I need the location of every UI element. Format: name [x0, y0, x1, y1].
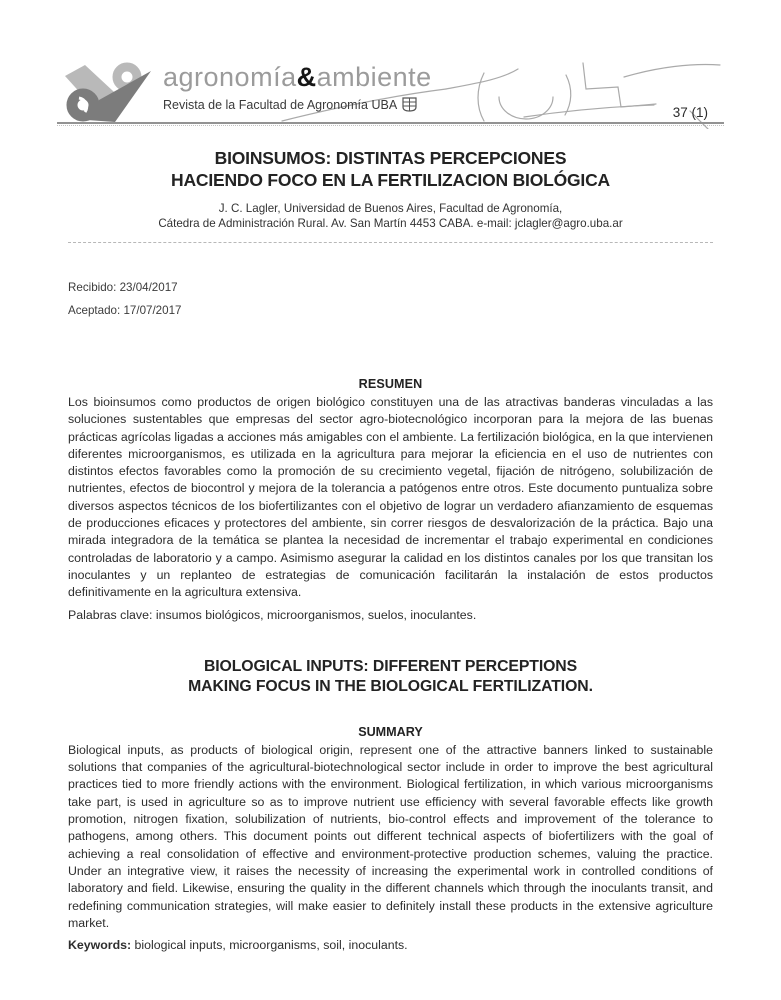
- keywords-text: biological inputs, microorganisms, soil, inoculants.: [134, 938, 408, 953]
- author-divider: [68, 242, 713, 243]
- header-rule: [57, 122, 724, 126]
- article-title-en-line2: MAKING FOCUS IN THE BIOLOGICAL FERTILIZATION.: [188, 678, 593, 696]
- article-title-es-line1: BIOINSUMOS: DISTINTAS PERCEPCIONES: [214, 148, 567, 168]
- journal-name: [163, 63, 432, 91]
- journal-header: [57, 63, 724, 125]
- keywords-label: Keywords:: [68, 938, 132, 953]
- journal-logo-block: [163, 63, 432, 112]
- journal-subtitle: [163, 97, 432, 112]
- journal-logo-icon: [57, 61, 153, 125]
- accepted-label: Aceptado:: [68, 304, 121, 317]
- article-title-en: [68, 657, 713, 698]
- keywords-line: [68, 937, 713, 954]
- article-body: [68, 138, 713, 954]
- palabras-clave-text: insumos biológicos, microorganismos, suelos, inoculantes.: [155, 607, 477, 622]
- summary-heading: SUMMARY: [358, 724, 423, 739]
- palabras-clave-line: [68, 607, 713, 624]
- journal-subtitle-text: Revista de la Facultad de Agronomía UBA: [163, 97, 398, 112]
- resumen-text: Los bioinsumos como productos de origen biológico constituyen una de las atractivas banderas vinculadas a las soluciones sustentables que empresas del sector agro-biotecnológico incorporan para la mejora de las buenas prácticas agrícolas ligadas a acciones más amigables con el ambiente. La fertilización biológica, en la que intervienen diferentes microorganismos, es utilizada en la agricultura para mejorar la eficiencia en el uso de nutrientes con distintos efectos favorables como la promoción de su crecimiento vegetal, fijación de nitrógeno, solubilización de nutrientes, efectos de biocontrol y mejora de la tolerancia a patógenos entre otros. Este documento puntualiza sobre diversos aspectos técnicos de los biofertilizantes con el objetivo de lograr un verdadero afianzamiento de esquemas de producciones eficaces y protectores del ambiente, sin correr riesgos de desvalorización de la práctica. Bajo una mirada integradora de la temática se plantea la necesidad de incrementar el trabajo experimental en condiciones controladas de laboratorio y a campo. Asimismo asegurar la calidad en los distintos canales por los que transitan los inoculantes y un replanteo de estrategias de comunicación facilitarán la instalación de estos productos definitivamente en la agricultura extensiva.: [68, 395, 713, 600]
- palabras-clave-label: Palabras clave:: [68, 607, 153, 622]
- resumen-heading: RESUMEN: [358, 377, 423, 391]
- article-title-es: [68, 147, 713, 191]
- issue-number: 37 (1): [672, 105, 708, 120]
- journal-name-part1: agronomía: [163, 62, 297, 92]
- author-line2: Cátedra de Administración Rural. Av. San Martín 4453 CABA. e-mail: jclagler@agro.uba.ar: [158, 216, 623, 230]
- received-date-line: [68, 276, 713, 299]
- journal-name-part2: ambiente: [316, 62, 432, 92]
- received-date: 23/04/2017: [119, 281, 178, 294]
- journal-name-ampersand: &: [296, 62, 317, 92]
- author-line1: J. C. Lagler, Universidad de Buenos Aires, Facultad de Agronomía,: [218, 202, 563, 215]
- author-affiliation: [68, 202, 713, 231]
- received-label: Recibido:: [68, 281, 117, 294]
- uba-crest-icon: [402, 97, 417, 112]
- submission-dates: [68, 276, 713, 322]
- article-title-en-line1: BIOLOGICAL INPUTS: DIFFERENT PERCEPTIONS: [203, 657, 578, 675]
- summary-text: Biological inputs, as products of biological origin, represent one of the attractive banners linked to sustainable solutions that companies of the agricultural-biotechnological sector include in order to improve the best agricultural practices tied to more friendly actions with the environment. Biological fertilization, in which various microorganisms take part, is used in agriculture so as to improve nutrient use efficiency with several favorable effects like growth promotion, nitrogen fixation, solubilization of nutrients, bio-control effects and improvement of the tolerance to pathogens, among others. This document points out different technical aspects of biofertilizers with the goal of achieving a real consolidation of effective and environment-protective production schemes, valuing the practice. Under an integrative view, it raises the necessity of increasing the experimental work in controlled conditions of laboratory and field. Likewise, ensuring the quality in the different channels which through the inoculants transit, and redefining communication strategies, will make easier to definitely install these products in the extensive agriculture market.: [68, 742, 713, 930]
- article-title-es-line2: HACIENDO FOCO EN LA FERTILIZACION BIOLÓGICA: [171, 170, 610, 190]
- accepted-date: 17/07/2017: [123, 304, 182, 317]
- accepted-date-line: [68, 299, 713, 322]
